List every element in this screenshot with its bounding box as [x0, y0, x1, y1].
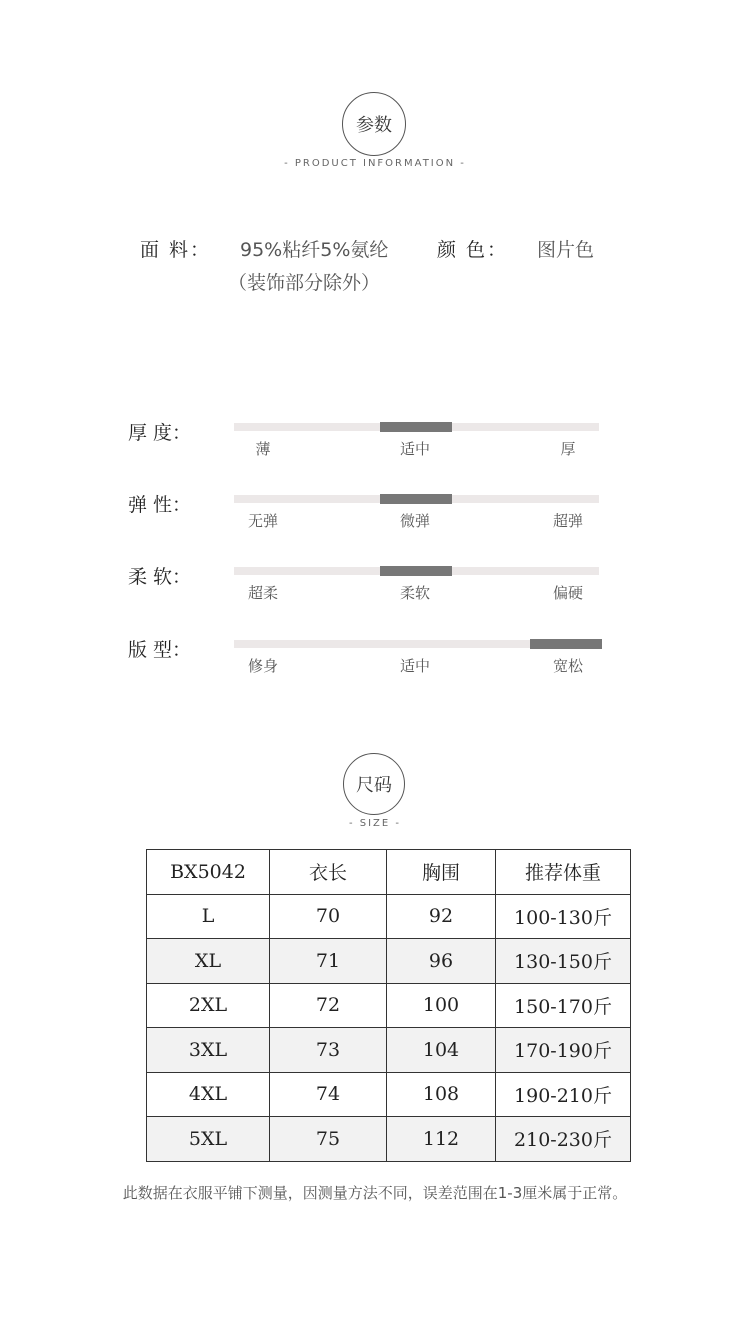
attribute-option: 无弹 [247, 512, 279, 530]
attribute-scale-track [234, 640, 599, 648]
size-table-header-cell: BX5042 [147, 850, 270, 895]
attribute-scale-marker [380, 422, 452, 432]
attribute-label: 弹 性： [128, 494, 192, 516]
size-table-cell: 71 [270, 939, 387, 984]
size-table-cell: 74 [270, 1072, 387, 1117]
size-table-cell: 100-130斤 [496, 894, 631, 939]
attribute-scale-track [234, 567, 599, 575]
section-params-badge [342, 92, 406, 156]
size-table-cell: 108 [387, 1072, 496, 1117]
size-table-cell: 73 [270, 1028, 387, 1073]
attribute-option: 宽松 [552, 657, 584, 675]
size-table-cell: 75 [270, 1117, 387, 1162]
section-params-subtitle: - PRODUCT INFORMATION - [284, 158, 466, 169]
size-table-cell: 210-230斤 [496, 1117, 631, 1162]
section-size-title: 尺码 [356, 775, 392, 796]
size-table-header-row [147, 850, 631, 895]
size-table-header-cell: 衣长 [270, 850, 387, 895]
size-table-cell: 4XL [147, 1072, 270, 1117]
attribute-option: 超弹 [552, 512, 584, 530]
size-table-cell: 112 [387, 1117, 496, 1162]
size-table-row [147, 1028, 631, 1073]
size-table-cell: 5XL [147, 1117, 270, 1162]
size-table-cell: 92 [387, 894, 496, 939]
size-table-cell: 150-170斤 [496, 983, 631, 1028]
attribute-option: 偏硬 [552, 584, 584, 602]
fabric-value: 95%粘纤5%氨纶 [240, 239, 389, 261]
size-table-row [147, 983, 631, 1028]
attribute-option: 超柔 [247, 584, 279, 602]
attribute-label: 厚 度： [128, 422, 192, 444]
size-table [146, 849, 631, 1162]
size-table-row [147, 939, 631, 984]
size-table-row [147, 1072, 631, 1117]
size-table-row [147, 1117, 631, 1162]
size-table-row [147, 894, 631, 939]
attribute-scale-marker [380, 566, 452, 576]
size-table-cell: 190-210斤 [496, 1072, 631, 1117]
attribute-option: 修身 [247, 657, 279, 675]
section-size-subtitle: - SIZE - [348, 818, 402, 829]
color-value: 图片色 [537, 239, 595, 261]
measurement-note: 此数据在衣服平铺下测量，因测量方法不同，误差范围在1-3厘米属于正常。 [122, 1184, 628, 1202]
attribute-label: 柔 软： [128, 566, 192, 588]
size-table-cell: XL [147, 939, 270, 984]
attribute-option: 薄 [255, 440, 271, 458]
size-table-cell: L [147, 894, 270, 939]
attribute-option: 微弹 [399, 512, 431, 530]
attribute-scale-marker [380, 494, 452, 504]
color-label: 颜 色： [437, 239, 509, 261]
size-table-cell: 100 [387, 983, 496, 1028]
attribute-scale-marker [530, 639, 602, 649]
size-table-cell: 3XL [147, 1028, 270, 1073]
fabric-label: 面 料： [140, 239, 212, 261]
size-table-header-cell: 推荐体重 [496, 850, 631, 895]
section-params-title: 参数 [356, 115, 392, 136]
attribute-scale-track [234, 423, 599, 431]
section-size-badge [343, 753, 405, 815]
attribute-option: 柔软 [399, 584, 431, 602]
attribute-option: 适中 [399, 657, 431, 675]
size-table-cell: 170-190斤 [496, 1028, 631, 1073]
attribute-option: 适中 [399, 440, 431, 458]
size-table-cell: 72 [270, 983, 387, 1028]
size-table-cell: 2XL [147, 983, 270, 1028]
size-table-cell: 70 [270, 894, 387, 939]
size-table-cell: 130-150斤 [496, 939, 631, 984]
size-table-header-cell: 胸围 [387, 850, 496, 895]
size-table-cell: 104 [387, 1028, 496, 1073]
attribute-label: 版 型： [128, 639, 192, 661]
attribute-option: 厚 [560, 440, 576, 458]
fabric-note: （装饰部分除外） [228, 272, 381, 294]
attribute-scale-track [234, 495, 599, 503]
size-table-cell: 96 [387, 939, 496, 984]
